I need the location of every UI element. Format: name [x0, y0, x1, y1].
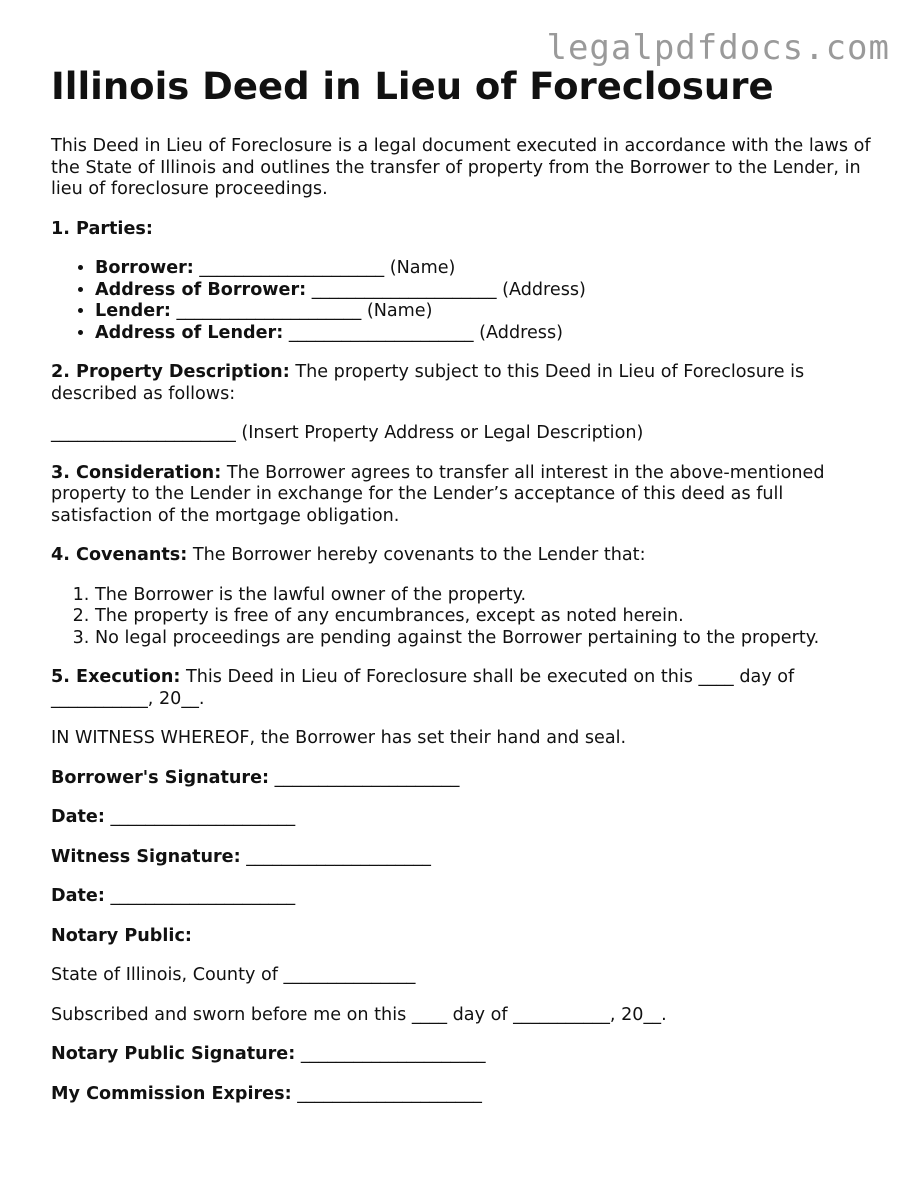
notary-signature-line: [51, 1044, 881, 1066]
party-label: Address of Lender:: [95, 322, 284, 343]
notary-signature-blank: _____________________: [295, 1044, 486, 1064]
party-blank: _____________________ (Address): [283, 322, 563, 343]
notary-county-line: State of Illinois, County of _______________: [51, 965, 416, 985]
covenants-list: [51, 585, 881, 650]
list-item: [95, 280, 881, 302]
witness-signature-blank: _____________________: [240, 846, 431, 867]
party-blank: _____________________ (Name): [193, 258, 456, 278]
date-blank: _____________________: [104, 807, 296, 827]
consideration-heading: 3. Consideration:: [51, 462, 222, 483]
property-paragraph: [51, 362, 881, 405]
party-blank: _____________________ (Name): [170, 301, 433, 321]
party-label: Address of Borrower:: [95, 279, 307, 300]
borrower-signature-label: Borrower's Signature:: [51, 767, 270, 788]
list-item: 3. No legal proceedings are pending against the Borrower pertaining to the property.: [95, 628, 881, 650]
execution-text: This Deed in Lieu of Foreclosure shall be executed on this ____ day of ___________, 20__.: [51, 667, 795, 709]
property-blank-line: _____________________ (Insert Property Address or Legal Description): [51, 423, 644, 443]
borrower-signature-blank: _____________________: [269, 767, 460, 788]
list-item: [95, 301, 881, 323]
party-blank: _____________________ (Address): [306, 279, 586, 300]
execution-paragraph: [51, 667, 881, 710]
witness-signature-label: Witness Signature:: [51, 846, 241, 867]
notary-heading: Notary Public:: [51, 925, 192, 946]
date-label: Date:: [51, 886, 105, 906]
date-label: Date:: [51, 807, 105, 827]
witness-statement: IN WITNESS WHEREOF, the Borrower has set their hand and seal.: [51, 728, 627, 748]
party-label: Lender:: [95, 301, 171, 321]
property-text: The property subject to this Deed in Lieu of Foreclosure is described as follows:: [51, 362, 805, 404]
date-blank: _____________________: [104, 886, 296, 906]
notary-sworn-line: Subscribed and sworn before me on this ____ day of ___________, 20__.: [51, 1004, 667, 1025]
covenants-text: The Borrower hereby covenants to the Lender that:: [187, 545, 646, 565]
witness-signature-line: [51, 847, 881, 869]
commission-expires-line: [51, 1084, 881, 1106]
date-line: [51, 886, 881, 908]
list-item: [95, 323, 881, 345]
party-label: Borrower:: [95, 258, 194, 278]
covenants-paragraph: [51, 545, 881, 567]
watermark: legalpdfdocs.com: [546, 28, 890, 68]
execution-heading: 5. Execution:: [51, 667, 181, 687]
borrower-signature-line: [51, 768, 881, 790]
list-item: 2. The property is free of any encumbrances, except as noted herein.: [95, 606, 881, 628]
covenants-heading: 4. Covenants:: [51, 545, 188, 565]
commission-expires-blank: _____________________: [291, 1083, 482, 1104]
list-item: 1. The Borrower is the lawful owner of the property.: [95, 585, 881, 607]
notary-signature-label: Notary Public Signature:: [51, 1044, 296, 1064]
commission-expires-label: My Commission Expires:: [51, 1083, 292, 1104]
list-item: [95, 258, 881, 280]
document-title: Illinois Deed in Lieu of Foreclosure: [51, 65, 774, 108]
date-line: [51, 807, 881, 829]
consideration-paragraph: [51, 463, 881, 528]
property-heading: 2. Property Description:: [51, 362, 290, 382]
parties-heading: 1. Parties:: [51, 218, 153, 239]
parties-list: [51, 258, 881, 344]
consideration-text: The Borrower agrees to transfer all interest in the above-mentioned property to the Lender in exchange for the Lender’s acceptance of this deed as full satisfaction of the mortgage obligation.: [51, 462, 825, 526]
intro-paragraph: This Deed in Lieu of Foreclosure is a legal document executed in accordance with the laws of the State of Illinois and outlines the transfer of property from the Borrower to the Lender, in lieu of foreclosure proceedings.: [51, 136, 871, 199]
document-page: [51, 64, 881, 1123]
